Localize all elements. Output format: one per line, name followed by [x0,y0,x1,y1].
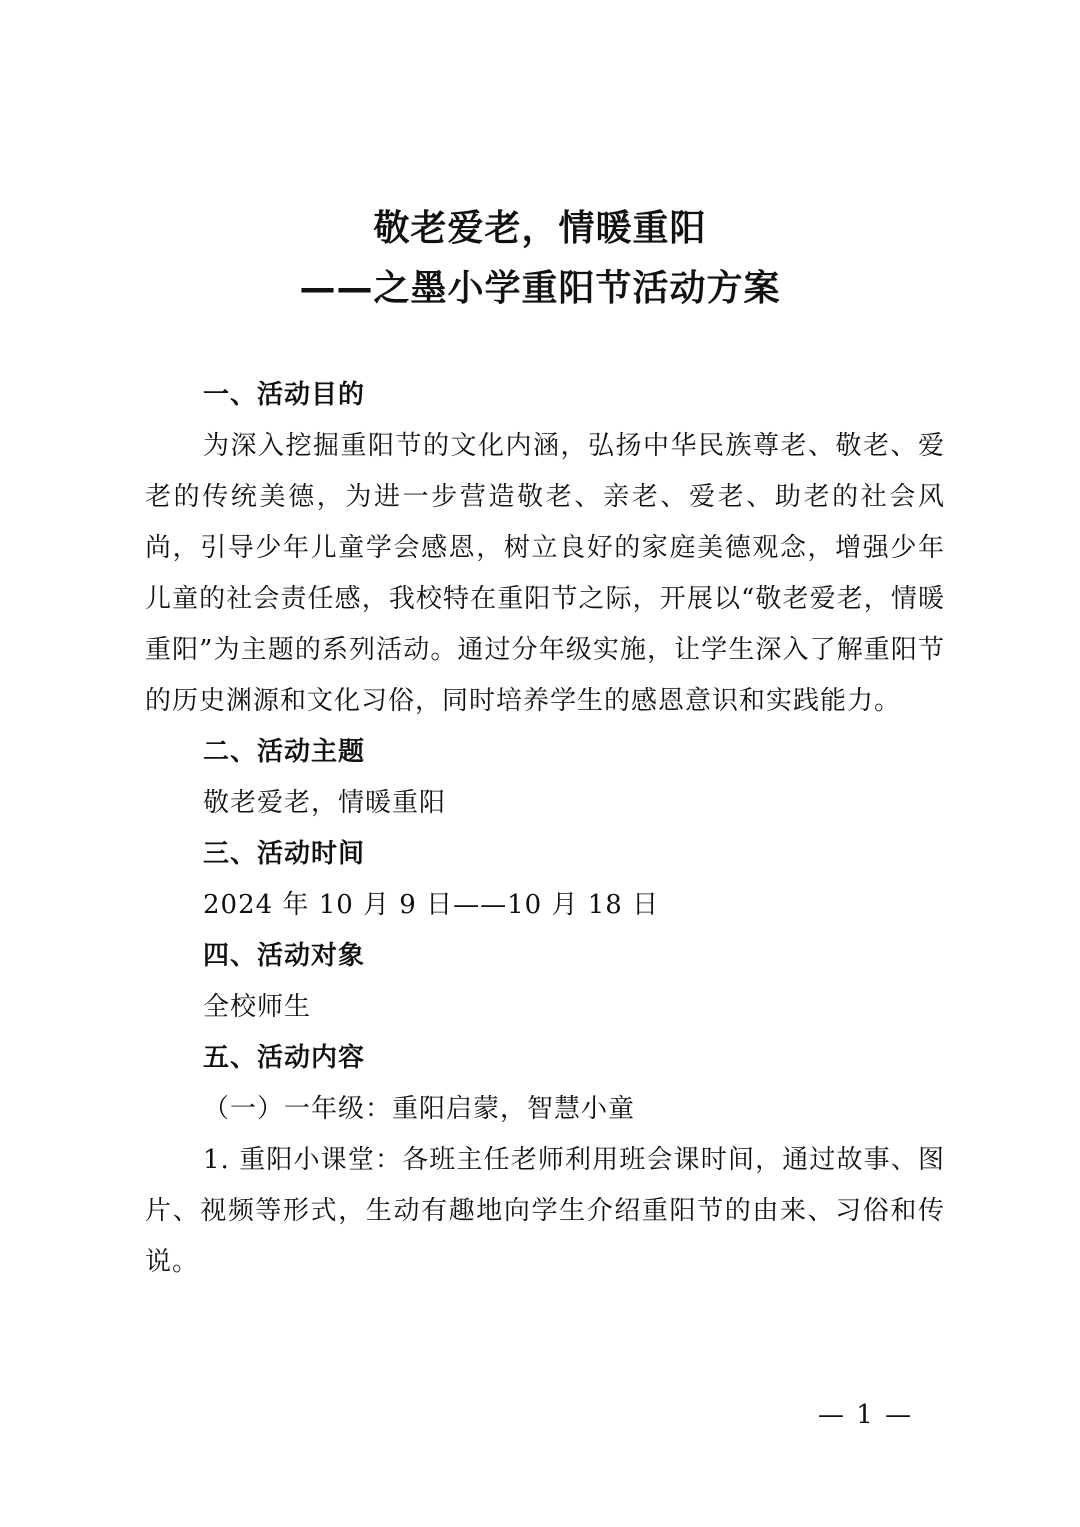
section-heading-content: 五、活动内容 [203,1043,366,1073]
section-heading-purpose: 一、活动目的 [203,380,366,410]
section-content-time: 2024 年 10 月 9 日——10 月 18 日 [203,890,660,920]
section-heading-time: 三、活动时间 [203,839,366,869]
document-title: 敬老爱老，情暖重阳 [373,208,707,249]
document-body [145,370,945,1288]
section-subheading-grade1: （一）一年级：重阳启蒙，智慧小童 [203,1094,636,1124]
document-subtitle: ——之墨小学重阳节活动方案 [299,268,781,309]
section-heading-audience: 四、活动对象 [203,941,366,971]
section-content-theme: 敬老爱老，情暖重阳 [203,788,447,818]
section-content-audience: 全校师生 [203,992,312,1022]
page-number: — 1 — [818,1400,914,1430]
section-paragraph-purpose: 为深入挖掘重阳节的文化内涵，弘扬中华民族尊老、敬老、爱老的传统美德，为进一步营造敬老、亲老、爱老、助老的社会风尚，引导少年儿童学会感恩，树立良好的家庭美德观念，增强少年儿童的社会责任感，我校特在重阳节之际，开展以“敬老爱老，情暖重阳”为主题的系列活动。通过分年级实施，让学生深入了解重阳节的历史渊源和文化习俗，同时培养学生的感恩意识和实践能力。 [145,431,945,716]
section-heading-theme: 二、活动主题 [203,737,366,767]
section-item-grade1-classroom: 1. 重阳小课堂：各班主任老师利用班会课时间，通过故事、图片、视频等形式，生动有趣地向学生介绍重阳节的由来、习俗和传说。 [145,1145,945,1277]
